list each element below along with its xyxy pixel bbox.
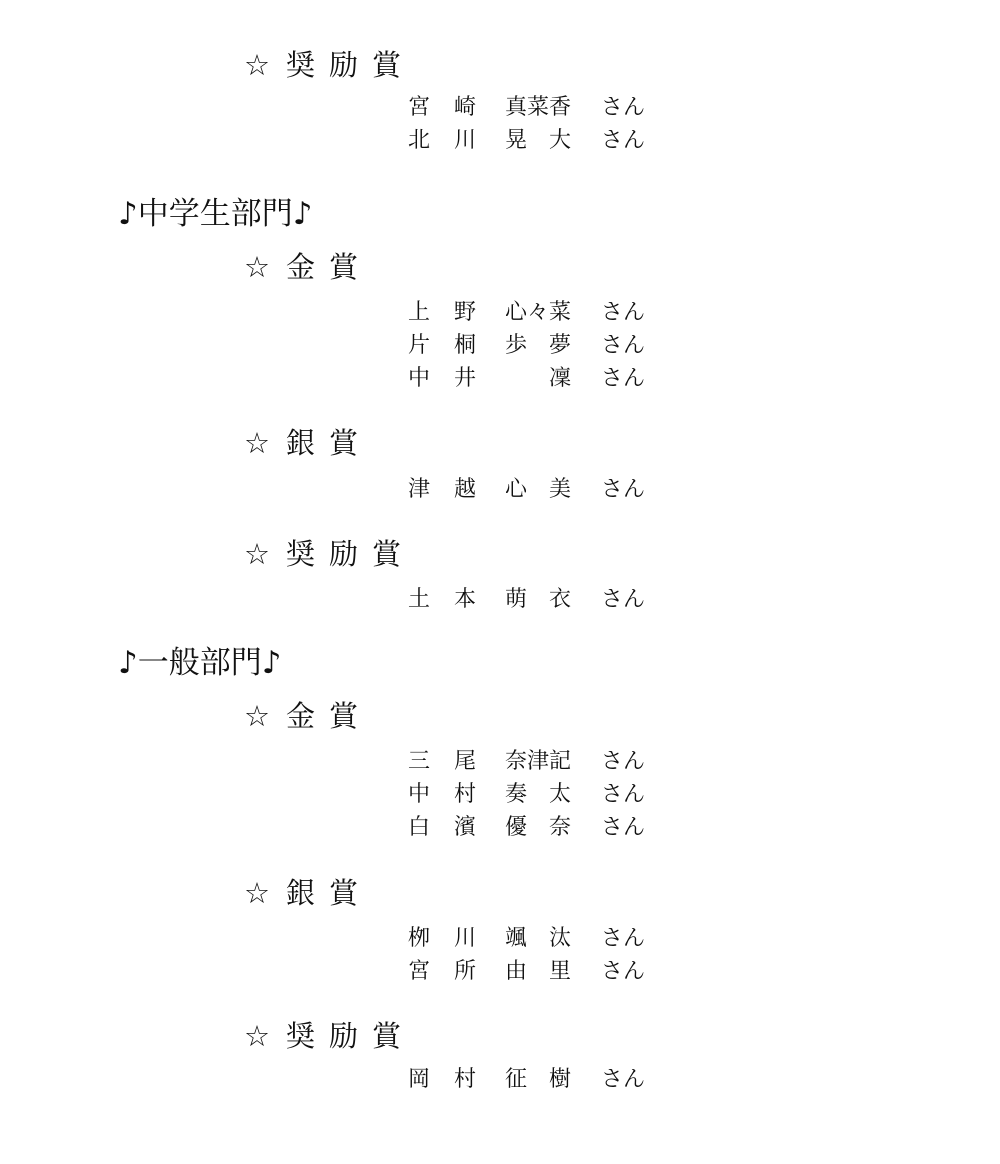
winner-family-name: 中村 bbox=[408, 782, 501, 807]
winner-given-name: 心々菜 bbox=[505, 300, 572, 325]
winner-honorific: さん bbox=[601, 477, 646, 502]
winner-given-name: 由 里 bbox=[505, 959, 572, 984]
award-heading bbox=[244, 1019, 415, 1053]
winner-family-name: 白濱 bbox=[408, 815, 501, 840]
winner-family-name: 宮崎 bbox=[408, 95, 501, 120]
winner-honorific: さん bbox=[601, 587, 646, 612]
winner-family-name: 土本 bbox=[408, 587, 501, 612]
winner-given-name: 奏 太 bbox=[505, 782, 572, 807]
winner-given-name: 凜 bbox=[505, 366, 572, 391]
award-title: 銀賞 bbox=[286, 426, 373, 460]
award-heading bbox=[244, 699, 372, 733]
winner-family-name: 栁川 bbox=[408, 926, 501, 951]
winner-given-name: 歩 夢 bbox=[505, 333, 572, 358]
award-title: 金賞 bbox=[286, 699, 373, 733]
star-icon: ☆ bbox=[244, 876, 270, 910]
division-heading: ♪一般部門♪ bbox=[118, 645, 282, 681]
winner-honorific: さん bbox=[601, 300, 646, 325]
winner-family-name: 宮所 bbox=[408, 959, 501, 984]
star-icon: ☆ bbox=[244, 699, 270, 733]
winner-given-name: 奈津記 bbox=[505, 749, 572, 774]
award-heading bbox=[244, 250, 372, 284]
award-title: 奨励賞 bbox=[286, 1019, 416, 1053]
winner-given-name: 晃 大 bbox=[505, 128, 572, 153]
award-heading bbox=[244, 537, 415, 571]
winner-family-name: 中井 bbox=[408, 366, 501, 391]
award-heading bbox=[244, 426, 372, 460]
winner-honorific: さん bbox=[601, 333, 646, 358]
award-title: 奨励賞 bbox=[286, 48, 416, 82]
star-icon: ☆ bbox=[244, 426, 270, 460]
winner-given-name: 征 樹 bbox=[505, 1067, 572, 1092]
star-icon: ☆ bbox=[244, 537, 270, 571]
winner-family-name: 上野 bbox=[408, 300, 501, 325]
award-title: 奨励賞 bbox=[286, 537, 416, 571]
award-title: 銀賞 bbox=[286, 876, 373, 910]
winner-given-name: 心 美 bbox=[505, 477, 572, 502]
winner-honorific: さん bbox=[601, 749, 646, 774]
winner-honorific: さん bbox=[601, 366, 646, 391]
star-icon: ☆ bbox=[244, 48, 270, 82]
winner-given-name: 萌 衣 bbox=[505, 587, 572, 612]
winner-honorific: さん bbox=[601, 815, 646, 840]
award-heading bbox=[244, 876, 372, 910]
award-title: 金賞 bbox=[286, 250, 373, 284]
winner-honorific: さん bbox=[601, 926, 646, 951]
winner-honorific: さん bbox=[601, 959, 646, 984]
winner-family-name: 北川 bbox=[408, 128, 501, 153]
winner-honorific: さん bbox=[601, 782, 646, 807]
winner-family-name: 片桐 bbox=[408, 333, 501, 358]
winner-family-name: 岡村 bbox=[408, 1067, 501, 1092]
winner-honorific: さん bbox=[601, 95, 646, 120]
award-heading bbox=[244, 48, 415, 82]
winner-given-name: 優 奈 bbox=[505, 815, 572, 840]
winner-family-name: 津越 bbox=[408, 477, 501, 502]
winner-family-name: 三尾 bbox=[408, 749, 501, 774]
winner-honorific: さん bbox=[601, 1067, 646, 1092]
division-heading: ♪中学生部門♪ bbox=[118, 196, 313, 232]
winner-given-name: 真菜香 bbox=[505, 95, 572, 120]
winner-honorific: さん bbox=[601, 128, 646, 153]
winner-given-name: 颯 汰 bbox=[505, 926, 572, 951]
star-icon: ☆ bbox=[244, 250, 270, 284]
star-icon: ☆ bbox=[244, 1019, 270, 1053]
